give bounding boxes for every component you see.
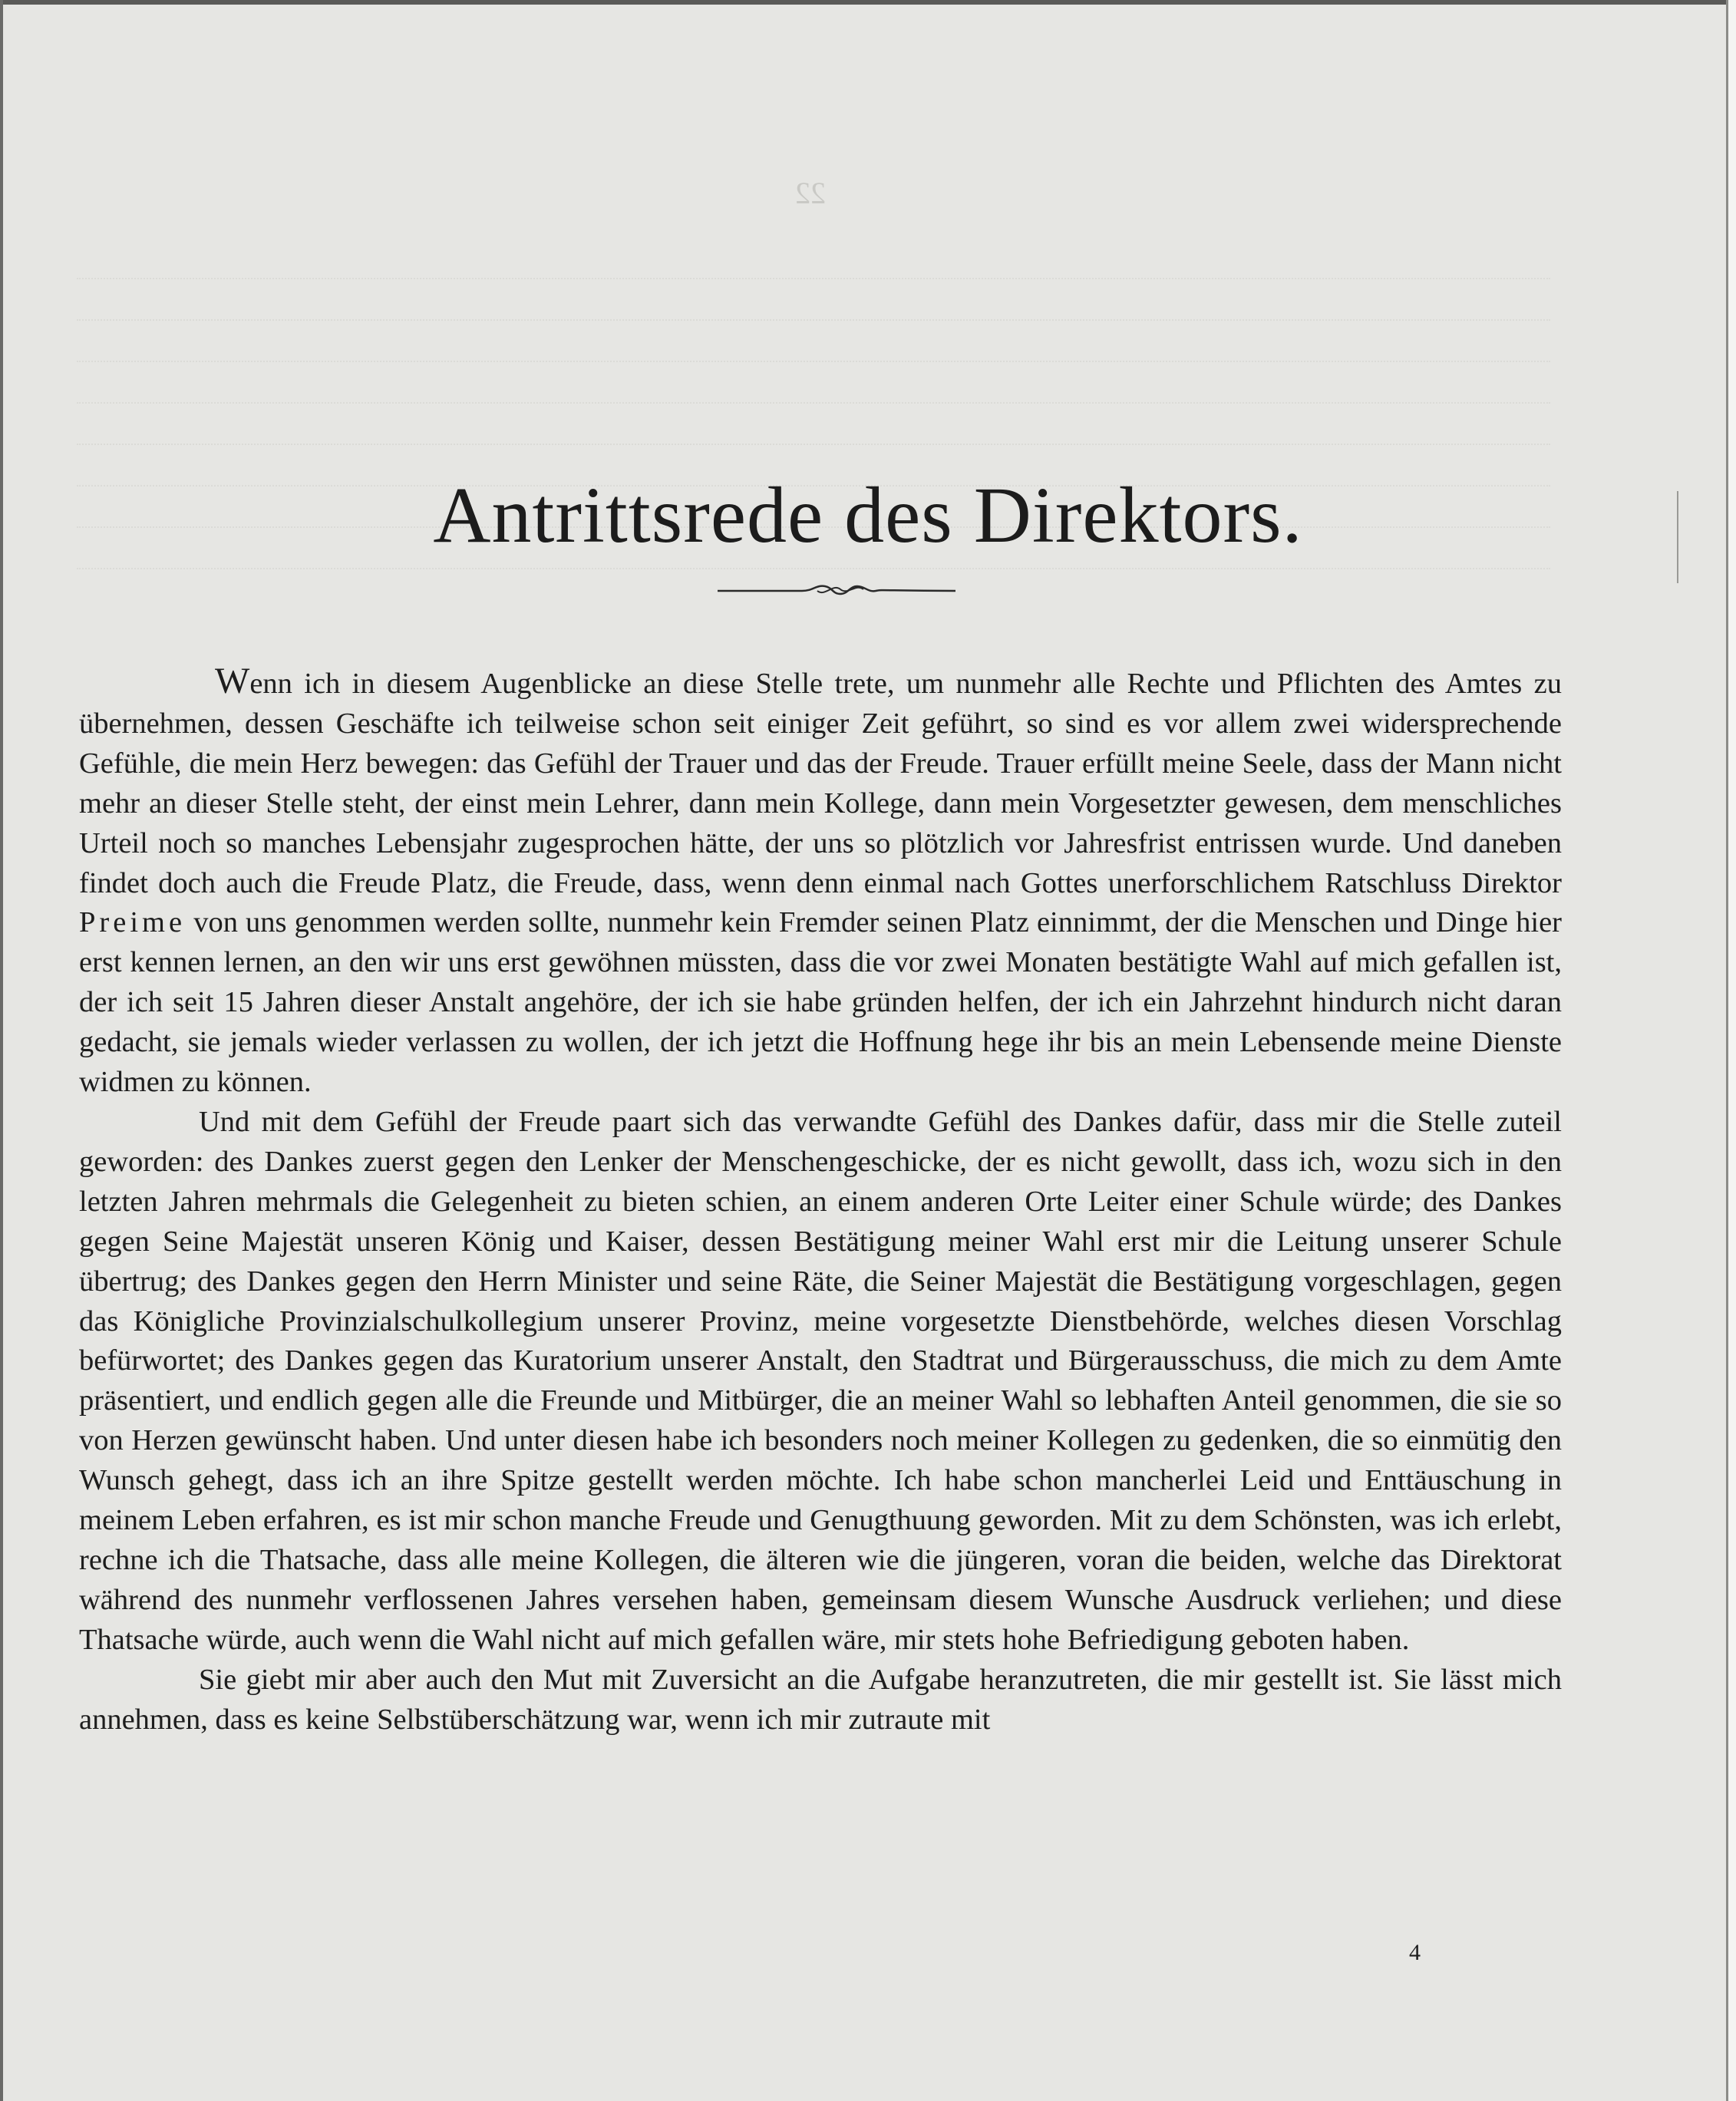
drop-cap: W	[215, 661, 250, 701]
speech-body	[79, 661, 1562, 1740]
page-right-margin-strip	[1726, 0, 1736, 2101]
paragraph-1-text-a: enn ich in diesem Augenblicke an diese Stelle trete, um nunmehr alle Rechte und Pflichten des Amtes zu übernehmen, dessen Geschäfte ich teilweise schon seit einiger Zeit geführt, so sind es vor allem zwei widersprechende Gefühle, die mein Herz bewegen: das Gefühl der Trauer und das der Freude. Trauer erfüllt meine Seele, dass der Mann nicht mehr an dieser Stelle steht, der einst mein Lehrer, dann mein Kollege, dann mein Vorgesetzter gewesen, dem menschliches Urteil noch so manches Lebensjahr zugesprochen hätte, der uns so plötzlich vor Jahresfrist entrissen wurde. Und daneben findet doch auch die Freude Platz, die Freude, dass, wenn denn einmal nach Gottes unerforschlichem Ratschluss Direktor	[79, 668, 1562, 899]
page-top-edge	[0, 0, 1728, 5]
bleed-through-page-number: 22	[795, 176, 826, 210]
page-left-edge	[0, 0, 3, 2101]
page-number: 4	[1409, 1940, 1421, 1965]
paragraph-3: Sie giebt mir aber auch den Mut mit Zuversicht an die Aufgabe heranzutreten, die mir gestellt ist. Sie lässt mich annehmen, dass es keine Selbstüberschätzung war, wenn ich mir zutraute mit	[79, 1663, 1562, 1736]
paragraph-1-text-b: von uns genommen werden sollte, nunmehr kein Fremder seinen Platz einnimmt, der die Menschen und Dinge hier erst kennen lernen, an den wir uns erst gewöhnen müssten, dass die vor zwei Monaten bestätigte Wahl auf mich gefallen ist, der ich seit 15 Jahren dieser Anstalt angehöre, der ich sie habe gründen helfen, der ich ein Jahrzehnt hindurch nicht daran gedacht, sie jemals wieder verlassen zu wollen, der ich jetzt die Hoffnung hege ihr bis an mein Lebensende meine Dienste widmen zu können.	[79, 906, 1562, 1099]
name-preime: Preime	[79, 906, 186, 939]
page-title: Antrittsrede des Direktors.	[433, 471, 1303, 559]
title-ornament	[718, 580, 955, 600]
paragraph-2: Und mit dem Gefühl der Freude paart sich das verwandte Gefühl des Dankes dafür, dass mir die Stelle zuteil geworden: des Dankes zuerst gegen den Lenker der Menschengeschicke, der es nicht gewollt, dass ich, wozu sich in den letzten Jahren mehrmals die Gelegenheit zu bieten schien, an einem anderen Orte Leiter einer Schule würde; des Dankes gegen Seine Majestät unseren König und Kaiser, dessen Bestätigung meiner Wahl erst mir die Leitung unserer Schule übertrug; des Dankes gegen den Herrn Minister und seine Räte, die Seiner Majestät die Bestätigung vorgeschlagen, gegen das Königliche Provinzialschulkollegium unserer Provinz, meine vorgesetzte Dienstbehörde, welches diesen Vorschlag befürwortet; des Dankes gegen das Kuratorium unserer Anstalt, den Stadtrat und Bürgerausschuss, die mich zu dem Amte präsentiert, und endlich gegen alle die Freunde und Mitbürger, die an meiner Wahl so lebhaften Anteil genommen, die sie so von Herzen gewünscht haben. Und unter diesen habe ich besonders noch meiner Kollegen zu gedenken, die so einmütig den Wunsch gehegt, dass ich an ihre Spitze gestellt werden möchte. Ich habe schon mancherlei Leid und Enttäuschung in meinem Leben erfahren, es ist mir schon manche Freude und Genugthuung geworden. Mit zu dem Schönsten, was ich erlebt, rechne ich die Thatsache, dass alle meine Kollegen, die älteren wie die jüngeren, voran die beiden, welche das Direktorat während des nunmehr verflossenen Jahres versehen haben, gemeinsam diesem Wunsche Ausdruck verliehen; und diese Thatsache würde, auch wenn die Wahl nicht auf mich gefallen wäre, mir stets hohe Befriedigung geboten haben.	[79, 1105, 1562, 1656]
paragraph-1	[79, 661, 1562, 1103]
